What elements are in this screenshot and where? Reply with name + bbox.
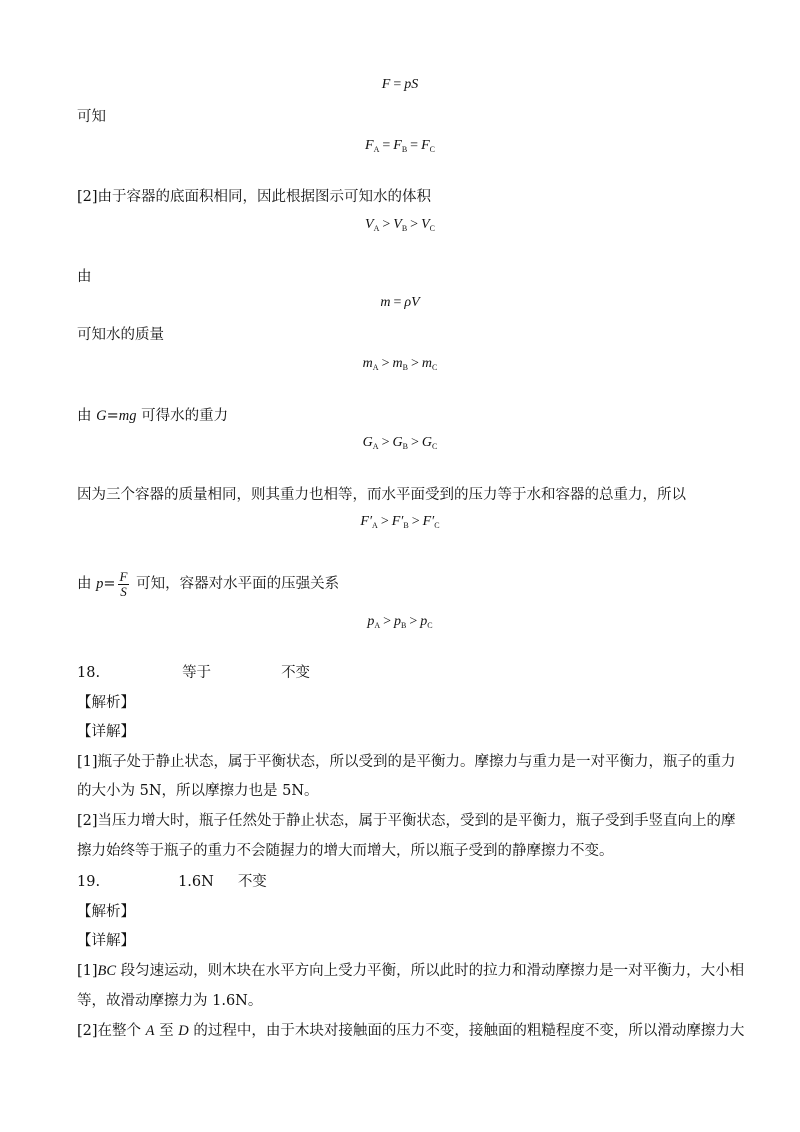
q18-paragraph-2a: [2]当压力增大时，瓶子任然处于静止状态，属于平衡状态，受到的是平衡力，瓶子受到手竖直向上的摩 xyxy=(77,813,736,829)
fraction-f-over-s: $\frac{F}{S}$ xyxy=(119,568,128,599)
equation-mass-density: m = ρV xyxy=(380,295,420,310)
q19-paragraph-1b: 等，故滑动摩擦力为 1.6N。 xyxy=(77,993,263,1009)
equation-gravity-compare: $G_A > G_B > G_C$ xyxy=(362,435,438,451)
analysis-heading-19: 【解析】 xyxy=(77,904,135,920)
equation-forces-equal: $F_A = F_B = F_C$ xyxy=(365,138,435,154)
text-gravity-formula: 由 G=mg 可得水的重力 xyxy=(77,408,229,424)
question-19-answer: 19. 1.6N 不变 xyxy=(77,874,267,890)
q18-paragraph-1b: 的大小为 5N，所以摩擦力也是 5N。 xyxy=(77,783,319,799)
question-18-answer: 18. 等于 不变 xyxy=(77,665,311,681)
text-paragraph-2: [2]由于容器的底面积相同，因此根据图示可知水的体积 xyxy=(77,189,432,205)
equation-total-force-compare: $F'_A > F'_B > F'_C$ xyxy=(360,514,440,530)
q18-paragraph-1a: [1]瓶子处于静止状态，属于平衡状态，所以受到的是平衡力。摩擦力与重力是一对平衡力，瓶子的重力 xyxy=(77,754,736,770)
q19-paragraph-1a: [1]BC 段匀速运动，则木块在水平方向上受力平衡，所以此时的拉力和滑动摩擦力是一对平衡力，大小相 xyxy=(77,963,745,979)
detail-heading-18: 【详解】 xyxy=(77,724,135,740)
text-you: 由 xyxy=(77,269,92,285)
q18-paragraph-2b: 擦力始终等于瓶子的重力不会随握力的增大而增大，所以瓶子受到的静摩擦力不变。 xyxy=(77,843,614,859)
text-three-containers: 因为三个容器的质量相同，则其重力也相等，而水平面受到的压力等于水和容器的总重力，所以 xyxy=(77,487,686,503)
text-kezhi: 可知 xyxy=(77,109,106,125)
equation-volume-compare: $V_A > V_B > V_C$ xyxy=(365,217,435,233)
detail-heading-19: 【详解】 xyxy=(77,933,135,949)
text-pressure-formula: 由 p= $\frac{F}{S}$ 可知，容器对水平面的压强关系 xyxy=(77,568,340,599)
equation-pressure-compare: $p_A > p_B > p_C$ xyxy=(367,614,433,630)
equation-mass-compare: $m_A > m_B > m_C$ xyxy=(362,356,438,372)
q19-paragraph-2: [2]在整个 A 至 D 的过程中，由于木块对接触面的压力不变，接触面的粗糙程度不变，所以滑动摩擦力大 xyxy=(77,1023,745,1039)
equation-force-pressure: F = pS xyxy=(381,77,419,92)
analysis-heading-18: 【解析】 xyxy=(77,695,135,711)
text-mass-of-water: 可知水的质量 xyxy=(77,327,164,343)
